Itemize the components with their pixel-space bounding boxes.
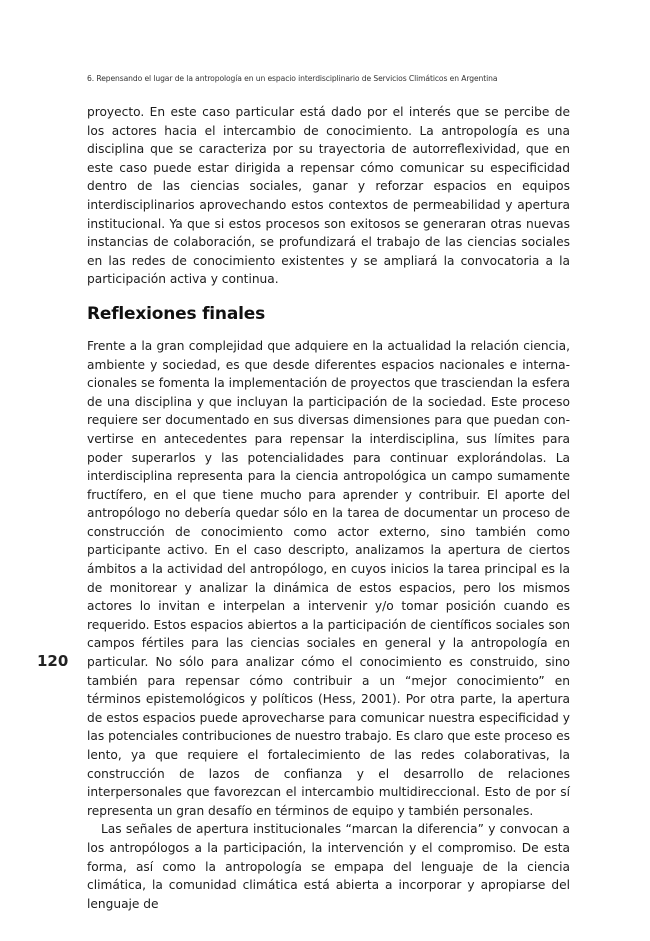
running-header: 6. Repensando el lugar de la antropología en un espacio interdisciplinario de Servicios Climáticos en Argentina: [87, 74, 498, 83]
body-paragraph: Frente a la gran complejidad que adquiere en la actualidad la relación ciencia, ambiente y sociedad, es que desde diferentes espacios nacionales e internacionales se fomenta la implementación de proyectos que trasciendan la esfera de una disciplina y que incluyan la participación de la sociedad. Este proceso requiere ser documentado en sus diversas dimensiones para que puedan convertirse en antecedentes para repensar la interdisciplina, sus límites para poder superarlos y las potencialidades para continuar explorándolas. La interdisciplina representa para la ciencia antropológica un campo sumamente fructífero, en el que tiene mucho para aprender y contribuir. El aporte del antropólogo no debería quedar sólo en la tarea de documentar un proceso de construcción de conocimiento como actor externo, sino también como participante activo. En el caso descripto, analizamos la apertura de ciertos ámbitos a la actividad del antropólogo, en cuyos inicios la tarea principal es la de monitorear y analizar la dinámica de estos espacios, pero los mismos actores lo invitan e interpelan a intervenir y/o tomar posición cuando es requerido. Estos espacios abiertos a la participación de científicos sociales son campos fértiles para las ciencias sociales en general y la antropología en particular. No sólo para analizar cómo el conocimiento es construido, sino también para repensar cómo contribuir a un “mejor conocimiento” en términos epistemológicos y políticos (Hess, 2001). Por otra parte, la apertura de estos espacios puede aprovecharse para comunicar nuestra especificidad y las potenciales contribuciones de nuestro trabajo. Es claro que este proceso es lento, ya que requiere el fortalecimiento de las redes colaborativas, la construcción de lazos de confianza y el desarrollo de relaciones interpersonales que favorezcan el intercambio multidireccional. Esto de por sí representa un gran desafío en términos de equipo y también personales.: [87, 338, 570, 818]
page-content: [87, 103, 570, 913]
page-number: 120: [37, 652, 69, 670]
body-paragraph: Las señales de apertura institucionales “marcan la diferencia” y convocan a los antropólogos a la participación, la intervención y el compromiso. De esta forma, así como la antropología se empapa del lenguaje de la ciencia climática, la comunidad climática está abierta a incorporar y apropiarse del lenguaje de: [87, 822, 570, 911]
section-heading: Reflexiones finales: [87, 303, 265, 324]
body-paragraph: proyecto. En este caso particular está dado por el interés que se percibe de los actores hacia el intercambio de conocimiento. La antropología es una disciplina que se caracteriza por su trayectoria de autorreflexividad, que en este caso puede estar dirigida a repensar cómo comunicar su especificidad dentro de las ciencias sociales, ganar y reforzar espacios en equipos interdisciplinarios aprovechando estos contextos de permeabilidad y apertura institucional. Ya que si estos procesos son exitosos se generaran otras nuevas instancias de colaboración, se profundizará el trabajo de las ciencias sociales en las redes de conocimiento existentes y se ampliará la convocatoria a la participación activa y continua.: [87, 105, 570, 287]
